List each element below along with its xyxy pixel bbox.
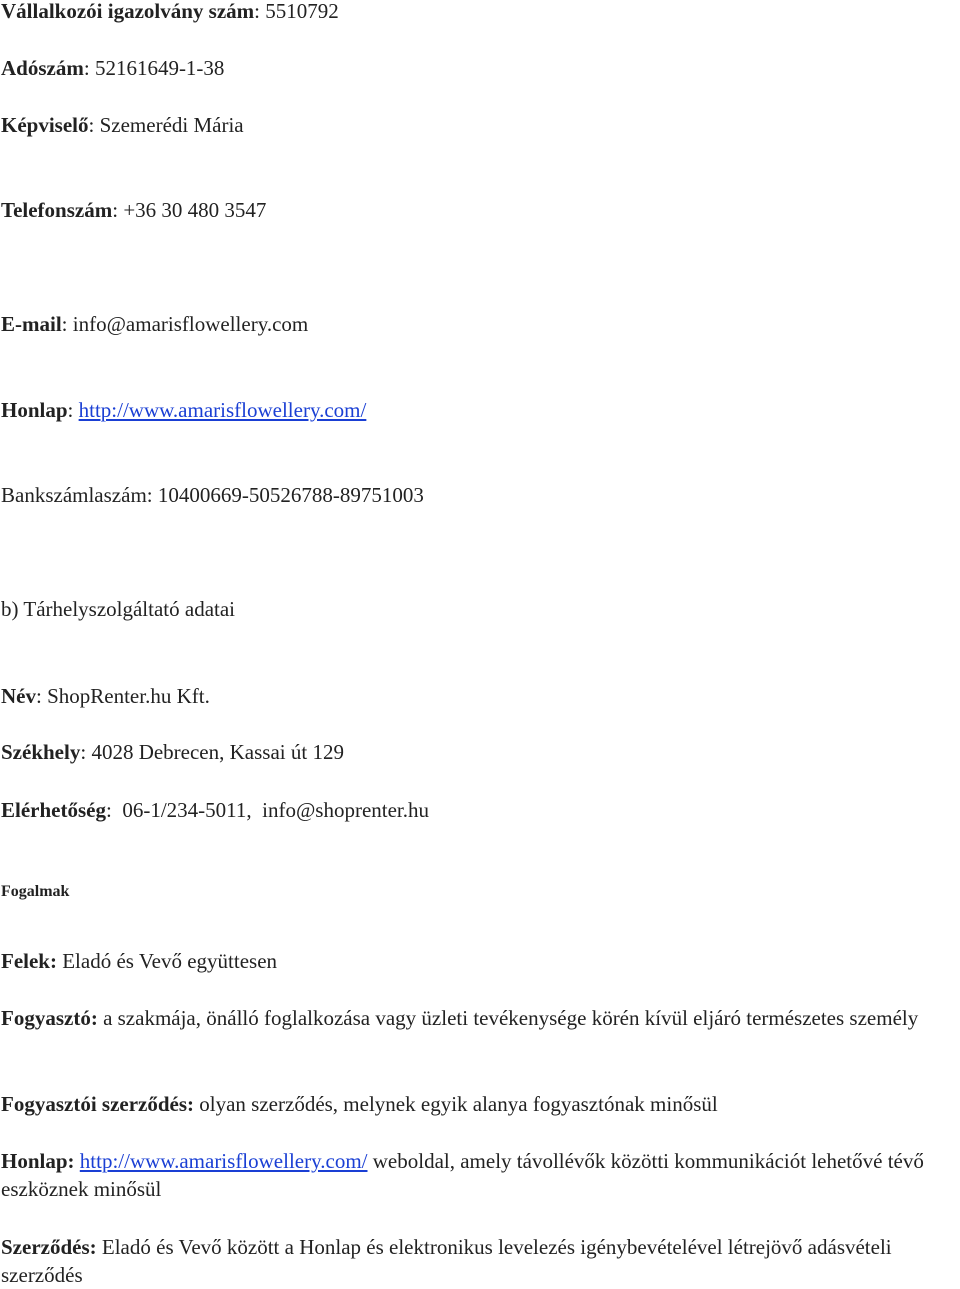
hosting-seat-value: 4028 Debrecen, Kassai út 129 [91,740,344,764]
term-fogyaszto-text: a szakmája, önálló foglalkozása vagy üzleti tevékenysége körén kívül eljáró természetes személy [103,1006,919,1030]
hosting-seat-label: Székhely [1,740,81,764]
license-value: 5510792 [265,0,339,23]
hosting-name-line: Név: ShopRenter.hu Kft. [1,684,210,708]
email-value: info@amarisflowellery.com [72,312,309,336]
hosting-name-value: ShopRenter.hu Kft. [47,684,210,708]
company-web-line: Honlap: http://www.amarisflowellery.com/ [1,398,367,422]
license-label: Vállalkozói igazolvány szám [1,0,255,23]
term-fogyasztoi-szerzodes [1,1090,959,1118]
term-szerzodes-label: Szerződés: [1,1235,97,1259]
company-bank-line [1,481,424,509]
phone-value: +36 30 480 3547 [123,198,267,222]
tax-label: Adószám [1,56,84,80]
tax-value: 52161649-1-38 [94,56,225,80]
hosting-heading [1,595,235,623]
company-license-line: Vállalkozói igazolvány szám: 5510792 [1,0,339,23]
rep-value: Szemerédi Mária [99,113,244,137]
web-link[interactable]: http://www.amarisflowellery.com/ [78,398,367,422]
term-honlap-link[interactable]: http://www.amarisflowellery.com/ [79,1149,368,1173]
hosting-contact-email: info@shoprenter.hu [262,798,430,822]
hosting-name-label: Név [1,684,36,708]
term-fogyasztoi-szerzodes-label: Fogyasztói szerződés: [1,1092,195,1116]
bank-label: Bankszámlaszám: [1,483,153,507]
term-felek [1,947,959,975]
term-fogyasztoi-szerzodes-text: olyan szerződés, melynek egyik alanya fogyasztónak minősül [199,1092,718,1116]
term-fogyaszto [1,1004,959,1032]
company-phone-line: Telefonszám: +36 30 480 3547 [1,198,267,222]
term-felek-text: Eladó és Vevő együttesen [62,949,278,973]
hosting-heading-text: b) Tárhelyszolgáltató adatai [1,597,236,621]
email-label: E-mail [1,312,62,336]
term-felek-label: Felek: [1,949,57,973]
term-honlap [1,1147,959,1203]
company-rep-line: Képviselő: Szemerédi Mária [1,113,244,137]
term-honlap-label: Honlap: [1,1149,75,1173]
rep-label: Képviselő [1,113,89,137]
terms-heading [1,878,69,906]
company-tax-line: Adószám: 52161649-1-38 [1,56,225,80]
hosting-contact-phone: 06-1/234-5011, [122,798,252,822]
phone-label: Telefonszám [1,198,113,222]
hosting-contact-label: Elérhetőség [1,798,106,822]
bank-value: 10400669-50526788-89751003 [157,483,424,507]
term-szerzodes [1,1233,959,1289]
web-label: Honlap [1,398,68,422]
hosting-seat-line: Székhely: 4028 Debrecen, Kassai út 129 [1,740,344,764]
terms-heading-text: Fogalmak [1,883,70,900]
term-fogyaszto-label: Fogyasztó: [1,1006,98,1030]
company-email-line: E-mail: info@amarisflowellery.com [1,312,309,336]
hosting-contact-line: Elérhetőség: 06-1/234-5011, info@shoprenter.hu [1,798,430,822]
term-szerzodes-text: Eladó és Vevő között a Honlap és elektronikus levelezés igénybevételével létrejövő adásvételi szerződés [1,1235,892,1287]
term-honlap-text: weboldal, amely távollévők közötti kommunikációt lehetővé tévő eszköznek minősül [1,1149,924,1201]
